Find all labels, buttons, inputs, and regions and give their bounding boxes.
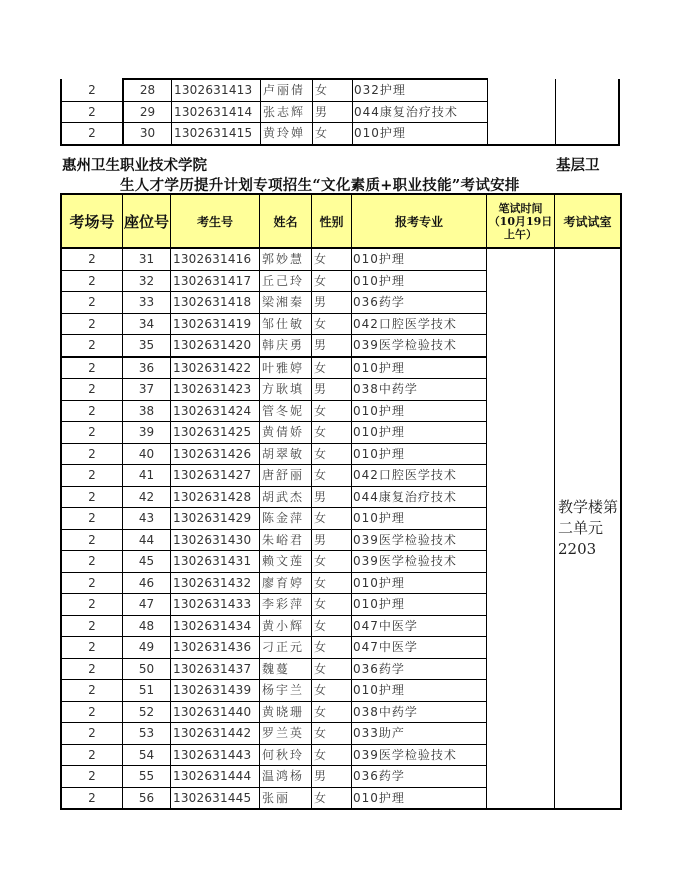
sex-cell: 男 [313, 101, 353, 123]
sex-cell: 女 [313, 123, 353, 145]
room-cell: 2 [61, 123, 123, 145]
sex-cell: 男 [312, 486, 352, 508]
sex-cell: 女 [312, 680, 352, 702]
candidate-id-cell: 1302631434 [171, 615, 260, 637]
name-cell: 温鸿杨 [260, 766, 312, 788]
major-cell: 033助产 [352, 723, 487, 745]
room-cell: 2 [61, 101, 123, 123]
exam-schedule-table [60, 193, 622, 810]
sex-cell: 女 [312, 615, 352, 637]
name-cell: 朱峪君 [260, 529, 312, 551]
candidate-id-cell: 1302631422 [171, 357, 260, 379]
table-row [61, 248, 621, 270]
major-cell: 010护理 [352, 680, 487, 702]
room-cell: 2 [61, 658, 123, 680]
exam-time-cell [488, 123, 556, 145]
seat-cell: 56 [123, 787, 171, 809]
candidate-id-cell: 1302631432 [171, 572, 260, 594]
header-seat: 座位号 [123, 194, 171, 248]
exam-time-cell [488, 79, 556, 101]
sex-cell: 女 [312, 248, 352, 270]
room-cell: 2 [61, 723, 123, 745]
room-cell: 2 [61, 744, 123, 766]
name-cell: 李彩萍 [260, 594, 312, 616]
name-cell: 卢丽倩 [261, 79, 313, 101]
candidate-id-cell: 1302631440 [171, 701, 260, 723]
major-cell: 010护理 [352, 594, 487, 616]
room-cell: 2 [61, 637, 123, 659]
major-cell: 039医学检验技术 [352, 335, 487, 357]
name-cell: 胡武杰 [260, 486, 312, 508]
room-cell: 2 [61, 313, 123, 335]
name-cell: 黄小辉 [260, 615, 312, 637]
major-cell: 010护理 [353, 123, 488, 145]
seat-cell: 53 [123, 723, 171, 745]
seat-cell: 54 [123, 744, 171, 766]
candidate-id-cell: 1302631418 [171, 292, 260, 314]
candidate-id-cell: 1302631428 [171, 486, 260, 508]
header-exam-hall: 考试试室 [555, 194, 622, 248]
header-name: 姓名 [260, 194, 312, 248]
seat-cell: 35 [123, 335, 171, 357]
seat-cell: 43 [123, 508, 171, 530]
sex-cell: 女 [312, 572, 352, 594]
previous-page-table [60, 78, 620, 146]
major-cell: 039医学检验技术 [352, 551, 487, 573]
seat-cell: 31 [123, 248, 171, 270]
sex-cell: 女 [312, 744, 352, 766]
name-cell: 黄玲婵 [261, 123, 313, 145]
sex-cell: 女 [312, 270, 352, 292]
room-cell: 2 [61, 529, 123, 551]
room-cell: 2 [61, 701, 123, 723]
sex-cell: 男 [312, 292, 352, 314]
seat-cell: 55 [123, 766, 171, 788]
name-cell: 管冬妮 [260, 400, 312, 422]
candidate-id-cell: 1302631431 [171, 551, 260, 573]
seat-cell: 46 [123, 572, 171, 594]
seat-cell: 33 [123, 292, 171, 314]
sex-cell: 女 [312, 465, 352, 487]
name-cell: 唐舒丽 [260, 465, 312, 487]
seat-cell: 30 [123, 123, 172, 145]
seat-cell: 48 [123, 615, 171, 637]
candidate-id-cell: 1302631414 [172, 101, 261, 123]
sex-cell: 女 [313, 79, 353, 101]
room-cell: 2 [61, 400, 123, 422]
name-cell: 丘己玲 [260, 270, 312, 292]
seat-cell: 34 [123, 313, 171, 335]
sex-cell: 女 [312, 443, 352, 465]
seat-cell: 44 [123, 529, 171, 551]
seat-cell: 47 [123, 594, 171, 616]
seat-cell: 49 [123, 637, 171, 659]
room-cell: 2 [61, 465, 123, 487]
candidate-id-cell: 1302631420 [171, 335, 260, 357]
header-room: 考场号 [61, 194, 123, 248]
candidate-id-cell: 1302631424 [171, 400, 260, 422]
sex-cell: 女 [312, 508, 352, 530]
major-cell: 044康复治疗技术 [352, 486, 487, 508]
sex-cell: 女 [312, 787, 352, 809]
name-cell: 胡翠敏 [260, 443, 312, 465]
major-cell: 010护理 [352, 572, 487, 594]
seat-cell: 39 [123, 422, 171, 444]
name-cell: 韩庆勇 [260, 335, 312, 357]
candidate-id-cell: 1302631426 [171, 443, 260, 465]
room-cell: 2 [61, 248, 123, 270]
name-cell: 廖育婷 [260, 572, 312, 594]
name-cell: 邹仕敏 [260, 313, 312, 335]
seat-cell: 50 [123, 658, 171, 680]
sex-cell: 女 [312, 637, 352, 659]
name-cell: 张丽 [260, 787, 312, 809]
room-cell: 2 [61, 357, 123, 379]
sex-cell: 女 [312, 701, 352, 723]
name-cell: 杨宇兰 [260, 680, 312, 702]
major-cell: 036药学 [352, 292, 487, 314]
major-cell: 010护理 [352, 787, 487, 809]
header-candidate-id: 考生号 [171, 194, 260, 248]
room-cell: 2 [61, 270, 123, 292]
room-cell: 2 [61, 335, 123, 357]
room-cell: 2 [61, 486, 123, 508]
major-cell: 010护理 [352, 357, 487, 379]
candidate-id-cell: 1302631437 [171, 658, 260, 680]
exam-time-cell [488, 101, 556, 123]
major-cell: 039医学检验技术 [352, 529, 487, 551]
major-cell: 010护理 [352, 508, 487, 530]
seat-cell: 41 [123, 465, 171, 487]
major-cell: 010护理 [352, 248, 487, 270]
sex-cell: 女 [312, 357, 352, 379]
table-row [61, 101, 619, 123]
candidate-id-cell: 1302631445 [171, 787, 260, 809]
room-cell: 2 [61, 79, 123, 101]
name-cell: 刁正元 [260, 637, 312, 659]
room-cell: 2 [61, 572, 123, 594]
seat-cell: 40 [123, 443, 171, 465]
room-cell: 2 [61, 508, 123, 530]
name-cell: 魏蔓 [260, 658, 312, 680]
major-cell: 044康复治疗技术 [353, 101, 488, 123]
sex-cell: 女 [312, 400, 352, 422]
exam-time-cell [487, 248, 555, 809]
table-row [61, 123, 619, 145]
major-cell: 042口腔医学技术 [352, 465, 487, 487]
sex-cell: 女 [312, 422, 352, 444]
room-cell: 2 [61, 443, 123, 465]
room-cell: 2 [61, 422, 123, 444]
major-cell: 010护理 [352, 422, 487, 444]
candidate-id-cell: 1302631413 [172, 79, 261, 101]
header-exam-time: 笔试时间（10月19日上午） [487, 194, 555, 248]
candidate-id-cell: 1302631442 [171, 723, 260, 745]
room-cell: 2 [61, 379, 123, 401]
table-row [61, 79, 619, 101]
major-cell: 036药学 [352, 658, 487, 680]
sex-cell: 男 [312, 529, 352, 551]
header-sex: 性别 [312, 194, 352, 248]
name-cell: 张志辉 [261, 101, 313, 123]
major-cell: 010护理 [352, 400, 487, 422]
candidate-id-cell: 1302631429 [171, 508, 260, 530]
major-cell: 039医学检验技术 [352, 744, 487, 766]
candidate-id-cell: 1302631444 [171, 766, 260, 788]
candidate-id-cell: 1302631423 [171, 379, 260, 401]
major-cell: 010护理 [352, 270, 487, 292]
candidate-id-cell: 1302631417 [171, 270, 260, 292]
exam-hall-cell [556, 123, 620, 145]
major-cell: 036药学 [352, 766, 487, 788]
candidate-id-cell: 1302631443 [171, 744, 260, 766]
major-cell: 038中药学 [352, 379, 487, 401]
candidate-id-cell: 1302631436 [171, 637, 260, 659]
seat-cell: 51 [123, 680, 171, 702]
exam-hall-cell [556, 101, 620, 123]
document-title: 生人才学历提升计划专项招生“文化素质+职业技能”考试安排 [120, 177, 520, 194]
title-fragment: 基层卫 [556, 157, 600, 174]
seat-cell: 37 [123, 379, 171, 401]
room-cell: 2 [61, 766, 123, 788]
sex-cell: 女 [312, 551, 352, 573]
major-cell: 047中医学 [352, 637, 487, 659]
name-cell: 黄倩娇 [260, 422, 312, 444]
sex-cell: 男 [312, 379, 352, 401]
sex-cell: 女 [312, 723, 352, 745]
seat-cell: 28 [123, 79, 172, 101]
school-name: 惠州卫生职业技术学院 [62, 157, 207, 174]
sex-cell: 女 [312, 658, 352, 680]
sex-cell: 男 [312, 766, 352, 788]
candidate-id-cell: 1302631416 [171, 248, 260, 270]
candidate-id-cell: 1302631415 [172, 123, 261, 145]
name-cell: 赖文莲 [260, 551, 312, 573]
candidate-id-cell: 1302631439 [171, 680, 260, 702]
major-cell: 032护理 [353, 79, 488, 101]
room-cell: 2 [61, 787, 123, 809]
candidate-id-cell: 1302631433 [171, 594, 260, 616]
major-cell: 010护理 [352, 443, 487, 465]
sex-cell: 女 [312, 594, 352, 616]
seat-cell: 29 [123, 101, 172, 123]
candidate-id-cell: 1302631419 [171, 313, 260, 335]
exam-hall-cell [556, 79, 620, 101]
name-cell: 叶雅婷 [260, 357, 312, 379]
candidate-id-cell: 1302631427 [171, 465, 260, 487]
major-cell: 038中药学 [352, 701, 487, 723]
name-cell: 方耿填 [260, 379, 312, 401]
seat-cell: 32 [123, 270, 171, 292]
room-cell: 2 [61, 551, 123, 573]
candidate-id-cell: 1302631430 [171, 529, 260, 551]
seat-cell: 52 [123, 701, 171, 723]
exam-hall-cell: 教学楼第二单元2203 [555, 248, 622, 809]
name-cell: 梁湘秦 [260, 292, 312, 314]
room-cell: 2 [61, 680, 123, 702]
major-cell: 042口腔医学技术 [352, 313, 487, 335]
seat-cell: 38 [123, 400, 171, 422]
room-cell: 2 [61, 292, 123, 314]
seat-cell: 45 [123, 551, 171, 573]
major-cell: 047中医学 [352, 615, 487, 637]
name-cell: 郭妙慧 [260, 248, 312, 270]
name-cell: 陈金萍 [260, 508, 312, 530]
seat-cell: 36 [123, 357, 171, 379]
candidate-id-cell: 1302631425 [171, 422, 260, 444]
name-cell: 何秋玲 [260, 744, 312, 766]
name-cell: 罗兰英 [260, 723, 312, 745]
sex-cell: 女 [312, 313, 352, 335]
room-cell: 2 [61, 615, 123, 637]
header-row [61, 194, 621, 248]
header-major: 报考专业 [352, 194, 487, 248]
seat-cell: 42 [123, 486, 171, 508]
name-cell: 黄晓珊 [260, 701, 312, 723]
sex-cell: 男 [312, 335, 352, 357]
room-cell: 2 [61, 594, 123, 616]
